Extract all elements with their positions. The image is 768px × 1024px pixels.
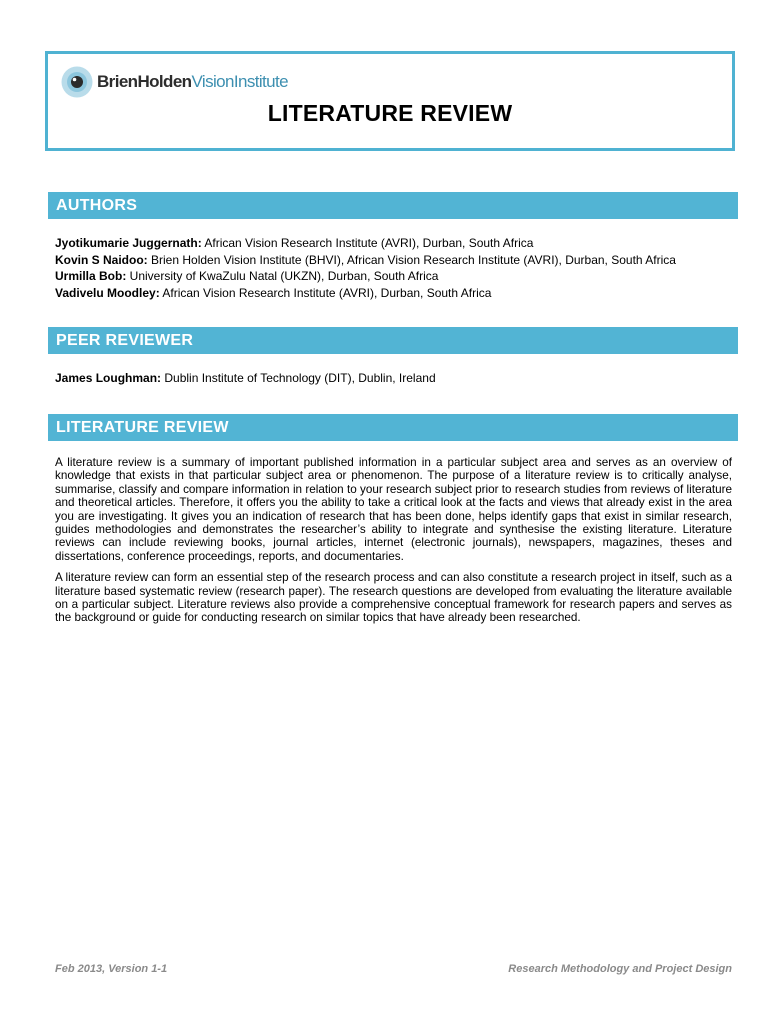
author-affiliation: Brien Holden Vision Institute (BHVI), African Vision Research Institute (AVRI), Durban, South Africa — [147, 252, 676, 267]
authors-list — [55, 235, 735, 301]
reviewer-affiliation: Dublin Institute of Technology (DIT), Dublin, Ireland — [161, 371, 436, 385]
logo-wordmark: BrienHoldenVisionInstitute — [97, 72, 288, 91]
author-name: Vadivelu Moodley: — [55, 285, 160, 300]
reviewer-name: James Loughman: — [55, 371, 162, 385]
author-affiliation: University of KwaZulu Natal (UKZN), Durban, South Africa — [126, 269, 439, 284]
body-paragraph: A literature review can form an essential step of the research process and can also constitute a research project in itself, such as a literature based systematic review (research paper). The research questions are developed from evaluating the literature available on a particular subject. Literature reviews also provide a comprehensive conceptual framework for research papers and serves as the background or guide for conducting research on similar topics that have already been researched. — [55, 571, 732, 625]
eye-icon — [61, 66, 93, 98]
peer-reviewer-heading: PEER REVIEWER — [48, 327, 738, 354]
body-paragraph: A literature review is a summary of important published information in a particular subject area and serves as an overview of knowledge that exists in that particular subject area or phenomenon. The purpose of a literature review is to critically analyse, summarise, classify and compare information in relation to your research subject prior to research studies from reviews of literature and theoretical articles. Therefore, it offers you the ability to take a critical look at the facts and views that already exist in the area you are investigating. It gives you an indication of research that has been done, helps identify gaps that exist in similar research, guides methodologies and demonstrates the researcher’s ability to integrate and synthesise the existing literature. Literature reviews can include reviewing books, journal articles, internet (electronic journals), newspapers, magazines, theses and dissertations, conference proceedings, reports, and documentaries. — [55, 456, 732, 563]
author-name: Kovin S Naidoo: — [55, 252, 148, 267]
author-name: Urmilla Bob: — [55, 269, 127, 284]
literature-review-body — [55, 456, 732, 633]
author-affiliation: African Vision Research Institute (AVRI), Durban, South Africa — [159, 285, 492, 300]
author-entry — [55, 285, 735, 302]
page-title: LITERATURE REVIEW — [267, 100, 513, 126]
author-affiliation: African Vision Research Institute (AVRI), Durban, South Africa — [201, 236, 534, 250]
header-box — [45, 51, 735, 151]
footer-course-title: Research Methodology and Project Design — [508, 963, 732, 975]
footer-version: Feb 2013, Version 1-1 — [55, 963, 168, 975]
author-entry — [55, 252, 735, 269]
author-name: Jyotikumarie Juggernath: — [55, 236, 202, 250]
institute-logo — [61, 62, 288, 102]
authors-heading: AUTHORS — [48, 192, 738, 219]
author-entry — [55, 268, 735, 285]
peer-reviewer-entry — [55, 371, 436, 385]
literature-review-heading: LITERATURE REVIEW — [48, 414, 738, 441]
author-entry — [55, 235, 735, 252]
